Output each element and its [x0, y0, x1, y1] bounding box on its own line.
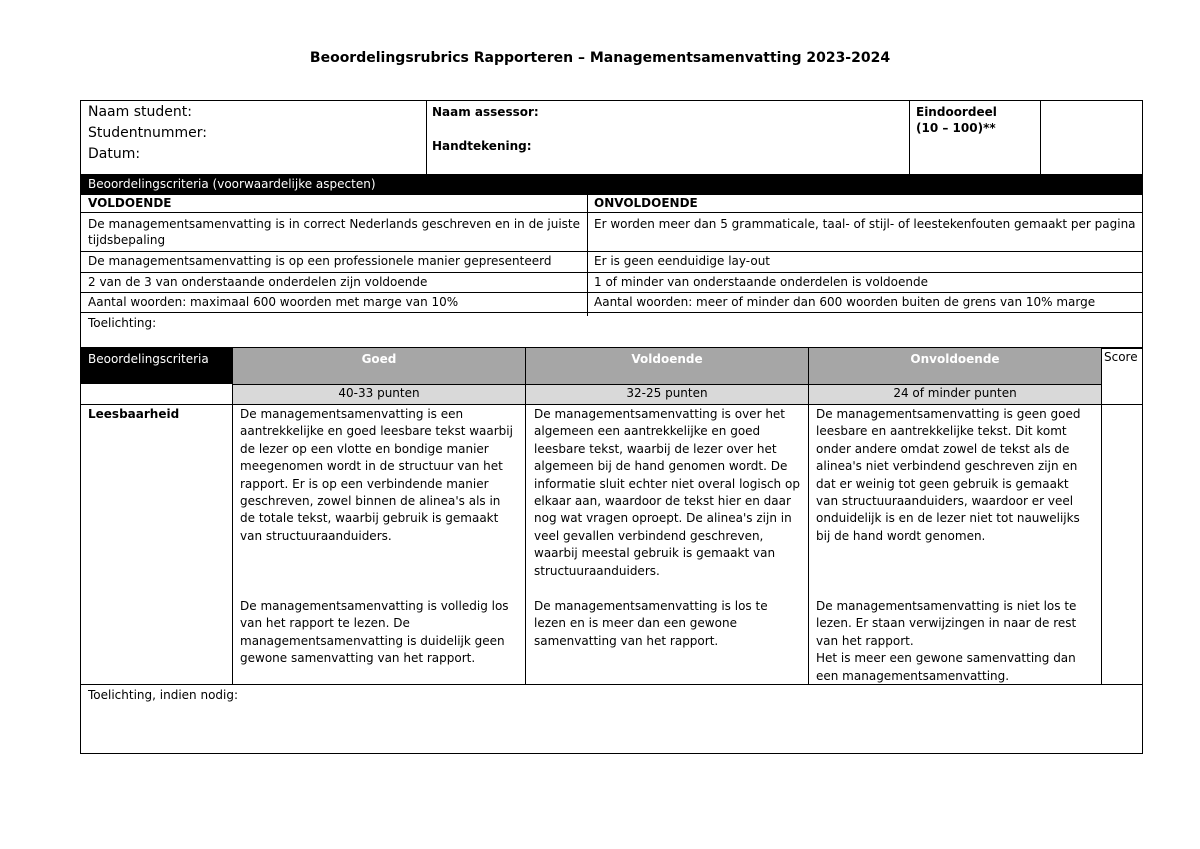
assessor-label: Naam assessor: — [432, 105, 539, 119]
fail-criterion-wordcount: Aantal woorden: meer of minder dan 600 woorden buiten de grens van 10% marge — [594, 295, 1096, 309]
level-sufficient-header: Voldoende — [526, 348, 808, 384]
student-name-label: Naam student: — [88, 104, 192, 120]
score-header: Score — [1104, 350, 1138, 364]
level-insufficient-points: 24 of minder punten — [809, 385, 1101, 404]
level-insufficient-header: Onvoldoende — [809, 348, 1101, 384]
criterion-readability: Leesbaarheid — [88, 407, 180, 421]
rubric-explanation-label: Toelichting, indien nodig: — [88, 688, 239, 702]
student-number-label: Studentnummer: — [88, 125, 207, 141]
insufficient-description-2 — [816, 598, 1094, 685]
sufficient-paragraph-1: De managementsamenvatting is over het algemeen een aantrekkelijke en goed leesbare tekst, waarbij de lezer over het algemeen bij de hand genomen wordt. De informatie sluit echter niet overal logisch op elkaar aan, waardoor de tekst hier en daar nog wat vragen oproept. De alinea's zijn in veel gevallen verbindend geschreven, waarbij meestal gebruik is gemaakt van structuuraanduiders. — [534, 407, 800, 578]
criteria-header: Beoordelingscriteria — [80, 348, 232, 384]
good-paragraph-1: De managementsamenvatting is een aantrekkelijke en goed leesbare tekst waarbij de lezer op een vlotte en bondige manier meegenomen wordt in de structuur van het rapport. Er is op een verbindende manier geschreven, zowel binnen de alinea's als in de totale tekst, waarbij gebruik is gemaakt van structuuraanduiders. — [240, 407, 513, 543]
sufficient-description — [534, 406, 802, 580]
level-good-points: 40-33 punten — [233, 385, 525, 404]
pass-column-header: VOLDOENDE — [88, 196, 172, 210]
document-title: Beoordelingsrubrics Rapporteren – Managementsamenvatting 2023-2024 — [309, 50, 891, 66]
prerequisites-header: Beoordelingscriteria (voorwaardelijke aspecten) — [80, 175, 1143, 194]
pass-criterion-wordcount: Aantal woorden: maximaal 600 woorden met marge van 10% — [88, 295, 459, 309]
insufficient-paragraph-1: De managementsamenvatting is geen goed leesbare en aantrekkelijke tekst. Dit komt onder andere omdat zowel de tekst als de alinea's niet verbindend geschreven zijn en dat er weinig tot geen gebruik is gemaakt van structuuraanduiders, waardoor er veel onduidelijk is en de lezer niet tot nauwelijks bij de hand wordt genomen. — [816, 407, 1081, 543]
final-grade-label: Eindoordeel — [916, 105, 997, 119]
fail-column-header: ONVOLDOENDE — [594, 196, 698, 210]
prerequisites-explanation-label: Toelichting: — [88, 316, 157, 330]
pass-criterion-parts: 2 van de 3 van onderstaande onderdelen zijn voldoende — [88, 275, 428, 289]
insufficient-paragraph-2: De managementsamenvatting is niet los te lezen. Er staan verwijzingen in naar de rest van het rapport. — [816, 599, 1077, 648]
level-good-header: Goed — [233, 348, 525, 384]
good-description-2 — [240, 598, 518, 668]
sufficient-description-2 — [534, 598, 802, 650]
good-description — [240, 406, 518, 545]
insufficient-description — [816, 406, 1094, 545]
insufficient-paragraph-3: Het is meer een gewone samenvatting dan een managementsamenvatting. — [816, 651, 1076, 683]
fail-criterion-language: Er worden meer dan 5 grammaticale, taal- of stijl- of leestekenfouten gemaakt per pagina — [594, 217, 1136, 231]
level-sufficient-points: 32-25 punten — [526, 385, 808, 404]
fail-criterion-parts: 1 of minder van onderstaande onderdelen is voldoende — [594, 275, 928, 289]
signature-label: Handtekening: — [432, 139, 532, 153]
good-paragraph-2: De managementsamenvatting is volledig los van het rapport te lezen. De managementsamenvatting is duidelijk geen gewone samenvatting van het rapport. — [240, 599, 509, 666]
sufficient-paragraph-2: De managementsamenvatting is los te lezen en is meer dan een gewone samenvatting van het rapport. — [534, 599, 768, 648]
fail-criterion-presentation: Er is geen eenduidige lay-out — [594, 254, 771, 268]
pass-criterion-presentation: De managementsamenvatting is op een professionele manier gepresenteerd — [88, 254, 552, 268]
pass-criterion-language: De managementsamenvatting is in correct Nederlands geschreven en in de juiste tijdsbepaling — [88, 217, 580, 247]
date-label: Datum: — [88, 146, 141, 162]
final-grade-range: (10 – 100)** — [916, 121, 996, 135]
